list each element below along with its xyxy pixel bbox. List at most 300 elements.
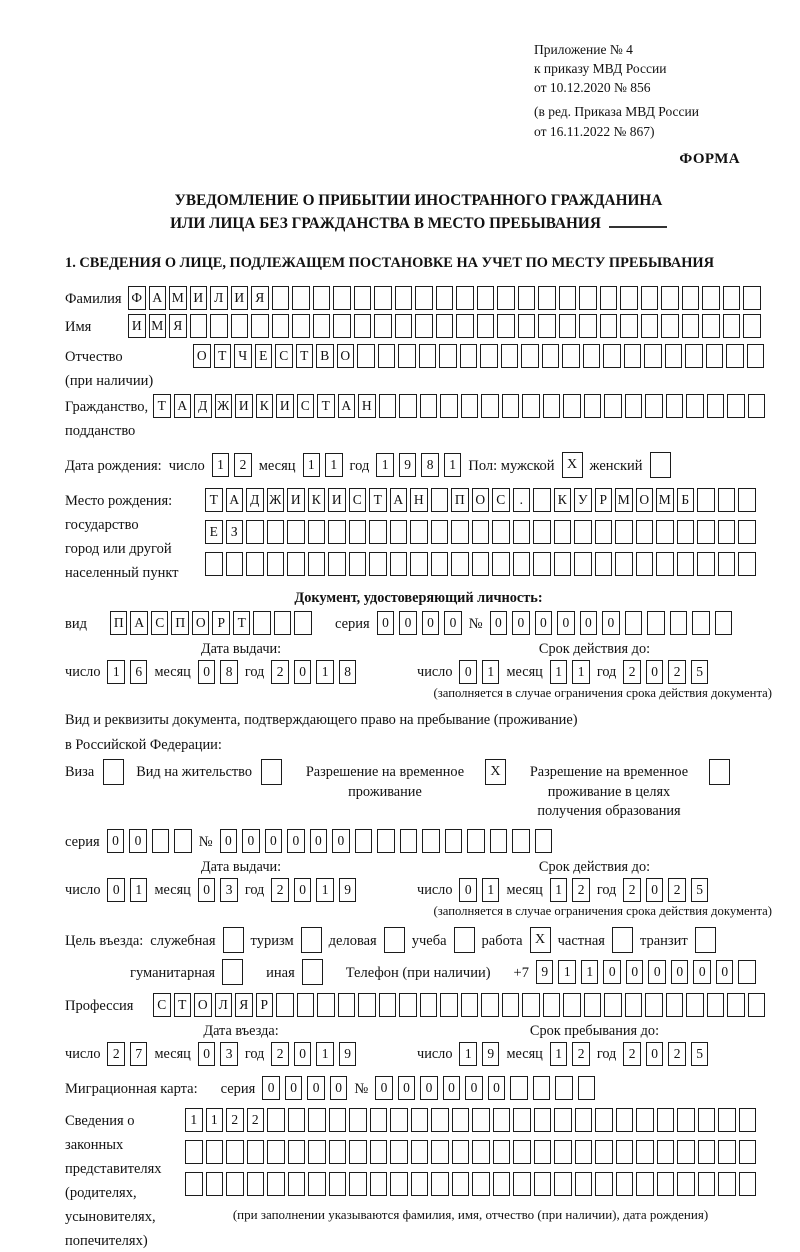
form-cell[interactable] — [329, 1140, 347, 1164]
form-cell[interactable]: О — [636, 488, 654, 512]
form-cell[interactable] — [535, 829, 553, 853]
form-cell[interactable] — [379, 993, 397, 1017]
form-cell[interactable] — [739, 1108, 757, 1132]
form-cell[interactable] — [579, 286, 597, 310]
form-cell[interactable] — [190, 314, 208, 338]
form-cell[interactable] — [369, 520, 387, 544]
form-cell[interactable]: 3 — [220, 878, 238, 902]
form-cell[interactable]: О — [472, 488, 490, 512]
form-cell[interactable]: А — [149, 286, 167, 310]
form-cell[interactable]: А — [390, 488, 408, 512]
form-cell[interactable] — [685, 344, 703, 368]
form-cell[interactable] — [636, 552, 654, 576]
form-cell[interactable] — [294, 611, 312, 635]
form-cell[interactable]: 0 — [294, 660, 312, 684]
form-cell[interactable] — [615, 552, 633, 576]
form-cell[interactable] — [369, 552, 387, 576]
form-cell[interactable]: 1 — [550, 1042, 568, 1066]
form-cell[interactable]: П — [110, 611, 128, 635]
form-cell[interactable]: 2 — [226, 1108, 244, 1132]
form-cell[interactable] — [645, 394, 663, 418]
form-cell[interactable] — [308, 1172, 326, 1196]
form-cell[interactable] — [451, 520, 469, 544]
form-cell[interactable] — [467, 829, 485, 853]
form-cell[interactable]: 1 — [572, 660, 590, 684]
form-cell[interactable]: 2 — [572, 1042, 590, 1066]
form-cell[interactable]: 1 — [206, 1108, 224, 1132]
form-cell[interactable] — [400, 829, 418, 853]
form-cell[interactable] — [512, 829, 530, 853]
form-cell[interactable] — [534, 1108, 552, 1132]
form-cell[interactable]: Р — [212, 611, 230, 635]
form-cell[interactable] — [415, 286, 433, 310]
form-cell[interactable] — [472, 1140, 490, 1164]
form-cell[interactable] — [661, 286, 679, 310]
form-cell[interactable] — [267, 1172, 285, 1196]
form-cell[interactable]: 0 — [459, 660, 477, 684]
form-cell[interactable]: X — [562, 452, 583, 478]
form-cell[interactable]: 0 — [198, 1042, 216, 1066]
form-cell[interactable] — [226, 1140, 244, 1164]
form-cell[interactable] — [656, 520, 674, 544]
form-cell[interactable] — [246, 552, 264, 576]
form-cell[interactable] — [625, 611, 643, 635]
form-cell[interactable] — [288, 1108, 306, 1132]
form-cell[interactable]: М — [656, 488, 674, 512]
form-cell[interactable] — [513, 1140, 531, 1164]
form-cell[interactable]: Т — [174, 993, 192, 1017]
form-cell[interactable] — [543, 993, 561, 1017]
form-cell[interactable] — [718, 1140, 736, 1164]
form-cell[interactable] — [349, 520, 367, 544]
form-cell[interactable]: 2 — [271, 660, 289, 684]
form-cell[interactable] — [329, 1108, 347, 1132]
form-cell[interactable] — [616, 1140, 634, 1164]
form-cell[interactable] — [738, 960, 756, 984]
form-cell[interactable]: 2 — [668, 660, 686, 684]
form-cell[interactable]: 0 — [310, 829, 328, 853]
form-cell[interactable] — [625, 394, 643, 418]
form-cell[interactable] — [436, 286, 454, 310]
form-cell[interactable]: О — [194, 993, 212, 1017]
form-cell[interactable] — [538, 286, 556, 310]
form-cell[interactable] — [272, 286, 290, 310]
form-cell[interactable] — [226, 552, 244, 576]
form-cell[interactable] — [451, 552, 469, 576]
form-cell[interactable] — [370, 1108, 388, 1132]
form-cell[interactable] — [743, 314, 761, 338]
form-cell[interactable] — [333, 314, 351, 338]
form-cell[interactable] — [502, 394, 520, 418]
form-cell[interactable]: 0 — [646, 1042, 664, 1066]
form-cell[interactable] — [656, 552, 674, 576]
form-cell[interactable]: 0 — [490, 611, 508, 635]
form-cell[interactable] — [604, 993, 622, 1017]
form-cell[interactable]: 0 — [107, 829, 125, 853]
form-cell[interactable]: Е — [255, 344, 273, 368]
form-cell[interactable] — [210, 314, 228, 338]
form-cell[interactable] — [603, 344, 621, 368]
form-cell[interactable] — [411, 1172, 429, 1196]
form-cell[interactable]: К — [308, 488, 326, 512]
form-cell[interactable] — [103, 759, 124, 785]
form-cell[interactable] — [390, 1108, 408, 1132]
form-cell[interactable] — [398, 344, 416, 368]
form-cell[interactable] — [574, 552, 592, 576]
form-cell[interactable]: 0 — [671, 960, 689, 984]
form-cell[interactable] — [522, 993, 540, 1017]
form-cell[interactable] — [513, 1172, 531, 1196]
form-cell[interactable]: М — [149, 314, 167, 338]
form-cell[interactable] — [411, 1140, 429, 1164]
form-cell[interactable] — [349, 1108, 367, 1132]
form-cell[interactable] — [497, 286, 515, 310]
form-cell[interactable] — [297, 993, 315, 1017]
form-cell[interactable] — [563, 394, 581, 418]
form-cell[interactable]: Л — [215, 993, 233, 1017]
form-cell[interactable]: О — [193, 344, 211, 368]
form-cell[interactable]: 6 — [130, 660, 148, 684]
form-cell[interactable] — [748, 993, 766, 1017]
form-cell[interactable] — [288, 1140, 306, 1164]
form-cell[interactable] — [718, 552, 736, 576]
form-cell[interactable] — [715, 611, 733, 635]
form-cell[interactable] — [620, 314, 638, 338]
form-cell[interactable] — [317, 993, 335, 1017]
form-cell[interactable] — [521, 344, 539, 368]
form-cell[interactable] — [431, 488, 449, 512]
form-cell[interactable]: Р — [595, 488, 613, 512]
form-cell[interactable]: 1 — [185, 1108, 203, 1132]
form-cell[interactable] — [440, 394, 458, 418]
form-cell[interactable]: 0 — [129, 829, 147, 853]
form-cell[interactable] — [698, 1108, 716, 1132]
form-cell[interactable] — [276, 993, 294, 1017]
form-cell[interactable]: К — [554, 488, 572, 512]
form-cell[interactable]: Б — [677, 488, 695, 512]
form-cell[interactable]: 0 — [626, 960, 644, 984]
form-cell[interactable] — [185, 1172, 203, 1196]
form-cell[interactable]: А — [226, 488, 244, 512]
form-cell[interactable] — [370, 1140, 388, 1164]
form-cell[interactable] — [563, 993, 581, 1017]
form-cell[interactable] — [390, 520, 408, 544]
form-cell[interactable] — [718, 520, 736, 544]
form-cell[interactable]: И — [231, 286, 249, 310]
form-cell[interactable] — [657, 1172, 675, 1196]
form-cell[interactable]: Т — [369, 488, 387, 512]
form-cell[interactable] — [440, 993, 458, 1017]
form-cell[interactable]: 2 — [234, 453, 252, 477]
form-cell[interactable]: Р — [256, 993, 274, 1017]
form-cell[interactable]: Т — [296, 344, 314, 368]
form-cell[interactable]: Я — [235, 993, 253, 1017]
form-cell[interactable] — [420, 993, 438, 1017]
form-cell[interactable]: Я — [169, 314, 187, 338]
form-cell[interactable]: Д — [246, 488, 264, 512]
form-cell[interactable] — [555, 1076, 573, 1100]
form-cell[interactable] — [251, 314, 269, 338]
form-cell[interactable]: 0 — [488, 1076, 506, 1100]
form-cell[interactable] — [399, 993, 417, 1017]
form-cell[interactable] — [554, 1108, 572, 1132]
form-cell[interactable] — [559, 286, 577, 310]
form-cell[interactable]: Т — [317, 394, 335, 418]
form-cell[interactable] — [292, 286, 310, 310]
form-cell[interactable] — [355, 829, 373, 853]
form-cell[interactable] — [697, 488, 715, 512]
form-cell[interactable]: 2 — [623, 1042, 641, 1066]
form-cell[interactable] — [600, 286, 618, 310]
form-cell[interactable] — [612, 927, 633, 953]
form-cell[interactable]: 9 — [399, 453, 417, 477]
form-cell[interactable] — [600, 314, 618, 338]
form-cell[interactable]: Е — [205, 520, 223, 544]
form-cell[interactable] — [384, 927, 405, 953]
form-cell[interactable] — [595, 1140, 613, 1164]
form-cell[interactable]: А — [338, 394, 356, 418]
form-cell[interactable]: И — [128, 314, 146, 338]
form-cell[interactable] — [358, 993, 376, 1017]
form-cell[interactable] — [152, 829, 170, 853]
form-cell[interactable]: 1 — [558, 960, 576, 984]
form-cell[interactable] — [349, 1172, 367, 1196]
form-cell[interactable]: 1 — [376, 453, 394, 477]
form-cell[interactable] — [522, 394, 540, 418]
form-cell[interactable] — [445, 829, 463, 853]
form-cell[interactable] — [419, 344, 437, 368]
form-cell[interactable] — [328, 552, 346, 576]
form-cell[interactable] — [493, 1172, 511, 1196]
form-cell[interactable]: 0 — [332, 829, 350, 853]
form-cell[interactable]: 0 — [420, 1076, 438, 1100]
form-cell[interactable] — [584, 394, 602, 418]
form-cell[interactable]: И — [287, 488, 305, 512]
form-cell[interactable] — [253, 611, 271, 635]
form-cell[interactable] — [738, 552, 756, 576]
form-cell[interactable]: 0 — [262, 1076, 280, 1100]
form-cell[interactable] — [620, 286, 638, 310]
form-cell[interactable] — [390, 1172, 408, 1196]
form-cell[interactable] — [554, 552, 572, 576]
form-cell[interactable] — [328, 520, 346, 544]
form-cell[interactable]: 0 — [716, 960, 734, 984]
form-cell[interactable] — [727, 993, 745, 1017]
form-cell[interactable]: 0 — [242, 829, 260, 853]
form-cell[interactable] — [726, 344, 744, 368]
form-cell[interactable] — [333, 286, 351, 310]
form-cell[interactable]: 2 — [271, 878, 289, 902]
form-cell[interactable] — [411, 1108, 429, 1132]
form-cell[interactable]: 2 — [107, 1042, 125, 1066]
form-cell[interactable] — [302, 959, 323, 985]
form-cell[interactable] — [472, 1172, 490, 1196]
form-cell[interactable] — [472, 552, 490, 576]
form-cell[interactable]: 0 — [294, 1042, 312, 1066]
form-cell[interactable] — [354, 314, 372, 338]
form-cell[interactable] — [748, 394, 766, 418]
form-cell[interactable]: С — [153, 993, 171, 1017]
form-cell[interactable] — [709, 759, 730, 785]
form-cell[interactable] — [624, 344, 642, 368]
form-cell[interactable] — [436, 314, 454, 338]
form-cell[interactable] — [452, 1140, 470, 1164]
form-cell[interactable] — [636, 1140, 654, 1164]
form-cell[interactable] — [579, 314, 597, 338]
form-cell[interactable]: 8 — [220, 660, 238, 684]
form-cell[interactable] — [415, 314, 433, 338]
form-cell[interactable]: М — [169, 286, 187, 310]
form-cell[interactable] — [702, 286, 720, 310]
form-cell[interactable] — [727, 394, 745, 418]
form-cell[interactable] — [308, 520, 326, 544]
form-cell[interactable] — [677, 552, 695, 576]
form-cell[interactable] — [287, 520, 305, 544]
form-cell[interactable] — [439, 344, 457, 368]
form-cell[interactable]: Ж — [215, 394, 233, 418]
form-cell[interactable]: 0 — [535, 611, 553, 635]
form-cell[interactable] — [697, 552, 715, 576]
form-cell[interactable]: И — [190, 286, 208, 310]
form-cell[interactable]: 8 — [421, 453, 439, 477]
form-cell[interactable] — [738, 520, 756, 544]
form-cell[interactable]: Ж — [267, 488, 285, 512]
form-cell[interactable] — [206, 1140, 224, 1164]
form-cell[interactable]: У — [574, 488, 592, 512]
form-cell[interactable] — [456, 286, 474, 310]
form-cell[interactable] — [461, 394, 479, 418]
form-cell[interactable]: А — [174, 394, 192, 418]
form-cell[interactable]: Л — [210, 286, 228, 310]
form-cell[interactable]: 1 — [325, 453, 343, 477]
form-cell[interactable]: П — [171, 611, 189, 635]
form-cell[interactable] — [513, 1108, 531, 1132]
form-cell[interactable]: 0 — [443, 1076, 461, 1100]
form-cell[interactable] — [313, 314, 331, 338]
form-cell[interactable] — [645, 993, 663, 1017]
form-cell[interactable] — [222, 959, 243, 985]
form-cell[interactable]: 0 — [602, 611, 620, 635]
form-cell[interactable] — [513, 520, 531, 544]
form-cell[interactable]: 0 — [603, 960, 621, 984]
form-cell[interactable] — [329, 1172, 347, 1196]
form-cell[interactable] — [395, 286, 413, 310]
form-cell[interactable] — [338, 993, 356, 1017]
form-cell[interactable] — [677, 520, 695, 544]
form-cell[interactable] — [554, 520, 572, 544]
form-cell[interactable] — [554, 1140, 572, 1164]
form-cell[interactable] — [518, 314, 536, 338]
form-cell[interactable]: 0 — [465, 1076, 483, 1100]
form-cell[interactable]: 2 — [668, 878, 686, 902]
form-cell[interactable] — [267, 1108, 285, 1132]
form-cell[interactable] — [644, 344, 662, 368]
form-cell[interactable] — [431, 1108, 449, 1132]
form-cell[interactable]: 1 — [581, 960, 599, 984]
form-cell[interactable]: С — [275, 344, 293, 368]
form-cell[interactable] — [698, 1172, 716, 1196]
form-cell[interactable] — [666, 993, 684, 1017]
form-cell[interactable] — [492, 552, 510, 576]
form-cell[interactable] — [308, 1140, 326, 1164]
form-cell[interactable] — [604, 394, 622, 418]
form-cell[interactable] — [379, 394, 397, 418]
form-cell[interactable]: 0 — [398, 1076, 416, 1100]
form-cell[interactable] — [308, 1108, 326, 1132]
form-cell[interactable] — [497, 314, 515, 338]
form-cell[interactable] — [390, 1140, 408, 1164]
form-cell[interactable] — [718, 1108, 736, 1132]
form-cell[interactable]: 0 — [646, 660, 664, 684]
form-cell[interactable] — [472, 520, 490, 544]
form-cell[interactable] — [477, 314, 495, 338]
form-cell[interactable]: 0 — [693, 960, 711, 984]
form-cell[interactable] — [595, 1172, 613, 1196]
form-cell[interactable]: О — [192, 611, 210, 635]
form-cell[interactable]: Н — [410, 488, 428, 512]
form-cell[interactable] — [657, 1108, 675, 1132]
form-cell[interactable] — [670, 611, 688, 635]
form-cell[interactable] — [490, 829, 508, 853]
form-cell[interactable] — [575, 1108, 593, 1132]
form-cell[interactable] — [292, 314, 310, 338]
form-cell[interactable] — [185, 1140, 203, 1164]
form-cell[interactable]: 1 — [482, 878, 500, 902]
form-cell[interactable] — [697, 520, 715, 544]
form-cell[interactable] — [698, 1140, 716, 1164]
form-cell[interactable] — [686, 394, 704, 418]
form-cell[interactable]: 1 — [316, 878, 334, 902]
form-cell[interactable]: П — [451, 488, 469, 512]
form-cell[interactable] — [267, 552, 285, 576]
form-cell[interactable] — [534, 1172, 552, 1196]
form-cell[interactable] — [533, 552, 551, 576]
form-cell[interactable]: 0 — [198, 660, 216, 684]
form-cell[interactable]: 9 — [339, 878, 357, 902]
form-cell[interactable] — [533, 1076, 551, 1100]
form-cell[interactable] — [480, 344, 498, 368]
form-cell[interactable] — [456, 314, 474, 338]
form-cell[interactable]: 0 — [294, 878, 312, 902]
form-cell[interactable]: 0 — [648, 960, 666, 984]
form-cell[interactable] — [308, 552, 326, 576]
form-cell[interactable] — [636, 520, 654, 544]
form-cell[interactable]: З — [226, 520, 244, 544]
form-cell[interactable]: 0 — [399, 611, 417, 635]
form-cell[interactable]: 2 — [623, 878, 641, 902]
form-cell[interactable] — [534, 1140, 552, 1164]
form-cell[interactable] — [743, 286, 761, 310]
form-cell[interactable] — [641, 286, 659, 310]
form-cell[interactable]: 0 — [646, 878, 664, 902]
form-cell[interactable]: 7 — [130, 1042, 148, 1066]
form-cell[interactable]: 5 — [691, 1042, 709, 1066]
form-cell[interactable]: И — [328, 488, 346, 512]
form-cell[interactable]: 1 — [303, 453, 321, 477]
form-cell[interactable]: 1 — [212, 453, 230, 477]
form-cell[interactable] — [542, 344, 560, 368]
form-cell[interactable] — [574, 520, 592, 544]
form-cell[interactable]: 1 — [316, 1042, 334, 1066]
form-cell[interactable] — [615, 520, 633, 544]
form-cell[interactable] — [677, 1172, 695, 1196]
form-cell[interactable] — [641, 314, 659, 338]
form-cell[interactable] — [616, 1172, 634, 1196]
form-cell[interactable] — [395, 314, 413, 338]
form-cell[interactable] — [272, 314, 290, 338]
form-cell[interactable] — [533, 520, 551, 544]
form-cell[interactable] — [636, 1172, 654, 1196]
